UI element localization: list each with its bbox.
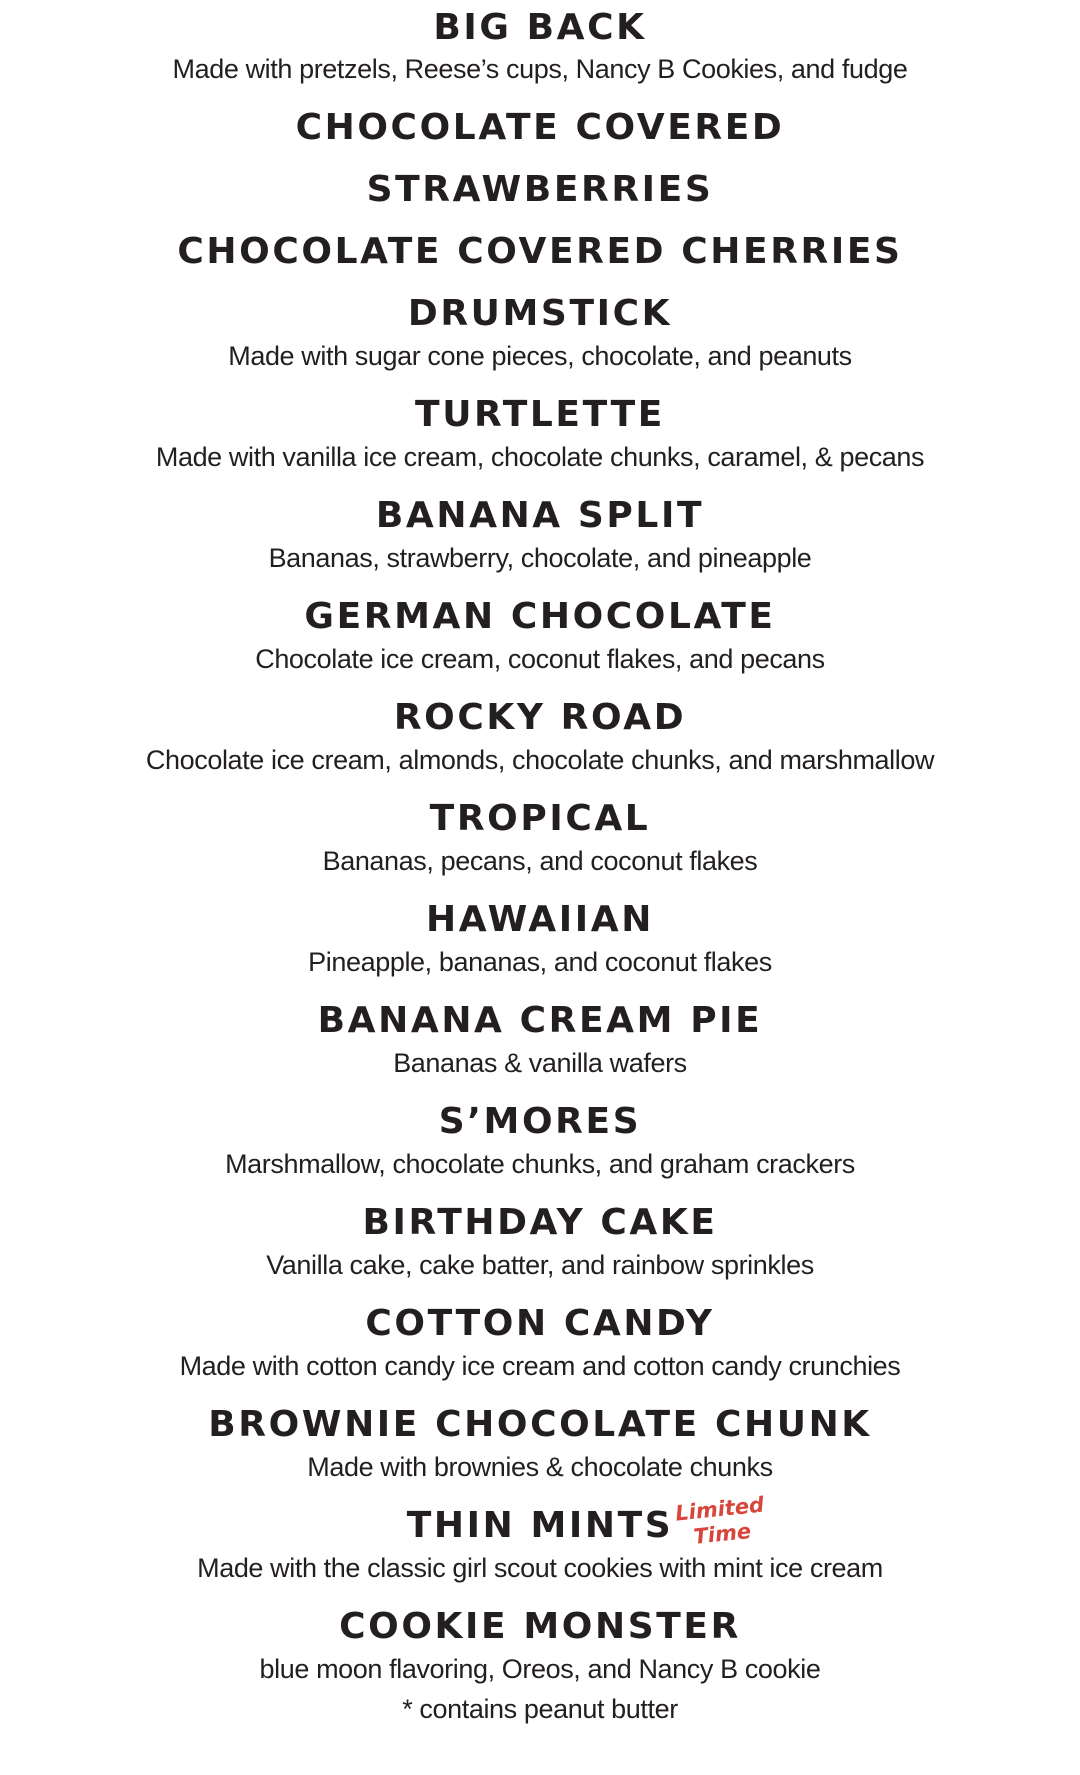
flavor-description-turtlette: Made with vanilla ice cream, chocolate chunks, caramel, & pecans (155, 442, 925, 472)
flavor-description-cotton-candy: Made with cotton candy ice cream and cotton candy crunchies (179, 1351, 901, 1381)
flavor-description-rocky-road: Chocolate ice cream, almonds, chocolate chunks, and marshmallow (145, 745, 935, 775)
flavor-name-german-chocolate: GERMAN CHOCOLATE (304, 596, 776, 637)
flavor-description-birthday-cake: Vanilla cake, cake batter, and rainbow sprinkles (266, 1250, 814, 1280)
badge-line-time: Time (692, 1518, 753, 1549)
flavor-name-strawberries: STRAWBERRIES (366, 169, 714, 210)
flavor-name-hawaiian: HAWAIIAN (426, 899, 654, 940)
flavor-name-cookie-monster: COOKIE MONSTER (339, 1606, 741, 1647)
flavor-name-brownie-chocolate-chunk: BROWNIE CHOCOLATE CHUNK (208, 1404, 872, 1445)
flavor-name-chocolate-covered: CHOCOLATE COVERED (295, 107, 785, 148)
flavor-description-banana-cream-pie: Bananas & vanilla wafers (393, 1048, 687, 1078)
flavor-name-chocolate-covered-cherries: CHOCOLATE COVERED CHERRIES (177, 231, 903, 272)
flavor-description-brownie-chocolate-chunk: Made with brownies & chocolate chunks (307, 1452, 773, 1482)
allergy-note: * contains peanut butter (402, 1694, 678, 1724)
flavor-name-turtlette: TURTLETTE (415, 394, 665, 435)
flavor-description-thin-mints: Made with the classic girl scout cookies with mint ice cream (197, 1553, 883, 1583)
flavor-name-cotton-candy: COTTON CANDY (365, 1303, 715, 1344)
flavor-description-german-chocolate: Chocolate ice cream, coconut flakes, and pecans (255, 644, 825, 674)
flavor-name-tropical: TROPICAL (429, 798, 651, 839)
flavor-name-banana-cream-pie: BANANA CREAM PIE (317, 1000, 763, 1041)
flavor-name-smores: S’MORES (438, 1101, 642, 1142)
flavor-description-tropical: Bananas, pecans, and coconut flakes (322, 846, 758, 876)
limited-time-badge (669, 1492, 774, 1552)
flavor-name-big-back: BIG BACK (433, 7, 647, 48)
flavor-name-rocky-road: ROCKY ROAD (393, 697, 687, 738)
badge-line-limited: Limited (674, 1492, 766, 1526)
flavor-description-drumstick: Made with sugar cone pieces, chocolate, and peanuts (228, 341, 852, 371)
flavor-description-big-back: Made with pretzels, Reese’s cups, Nancy B Cookies, and fudge (172, 54, 908, 84)
flavor-name-drumstick: DRUMSTICK (407, 293, 673, 334)
flavor-name-birthday-cake: BIRTHDAY CAKE (362, 1202, 718, 1243)
flavor-description-cookie-monster: blue moon flavoring, Oreos, and Nancy B cookie (259, 1654, 821, 1684)
flavor-name-banana-split: BANANA SPLIT (375, 495, 705, 536)
flavor-description-hawaiian: Pineapple, bananas, and coconut flakes (308, 947, 772, 977)
flavor-description-banana-split: Bananas, strawberry, chocolate, and pineapple (268, 543, 812, 573)
flavor-name-thin-mints: THIN MINTS (406, 1505, 674, 1546)
flavor-description-smores: Marshmallow, chocolate chunks, and graham crackers (225, 1149, 855, 1179)
